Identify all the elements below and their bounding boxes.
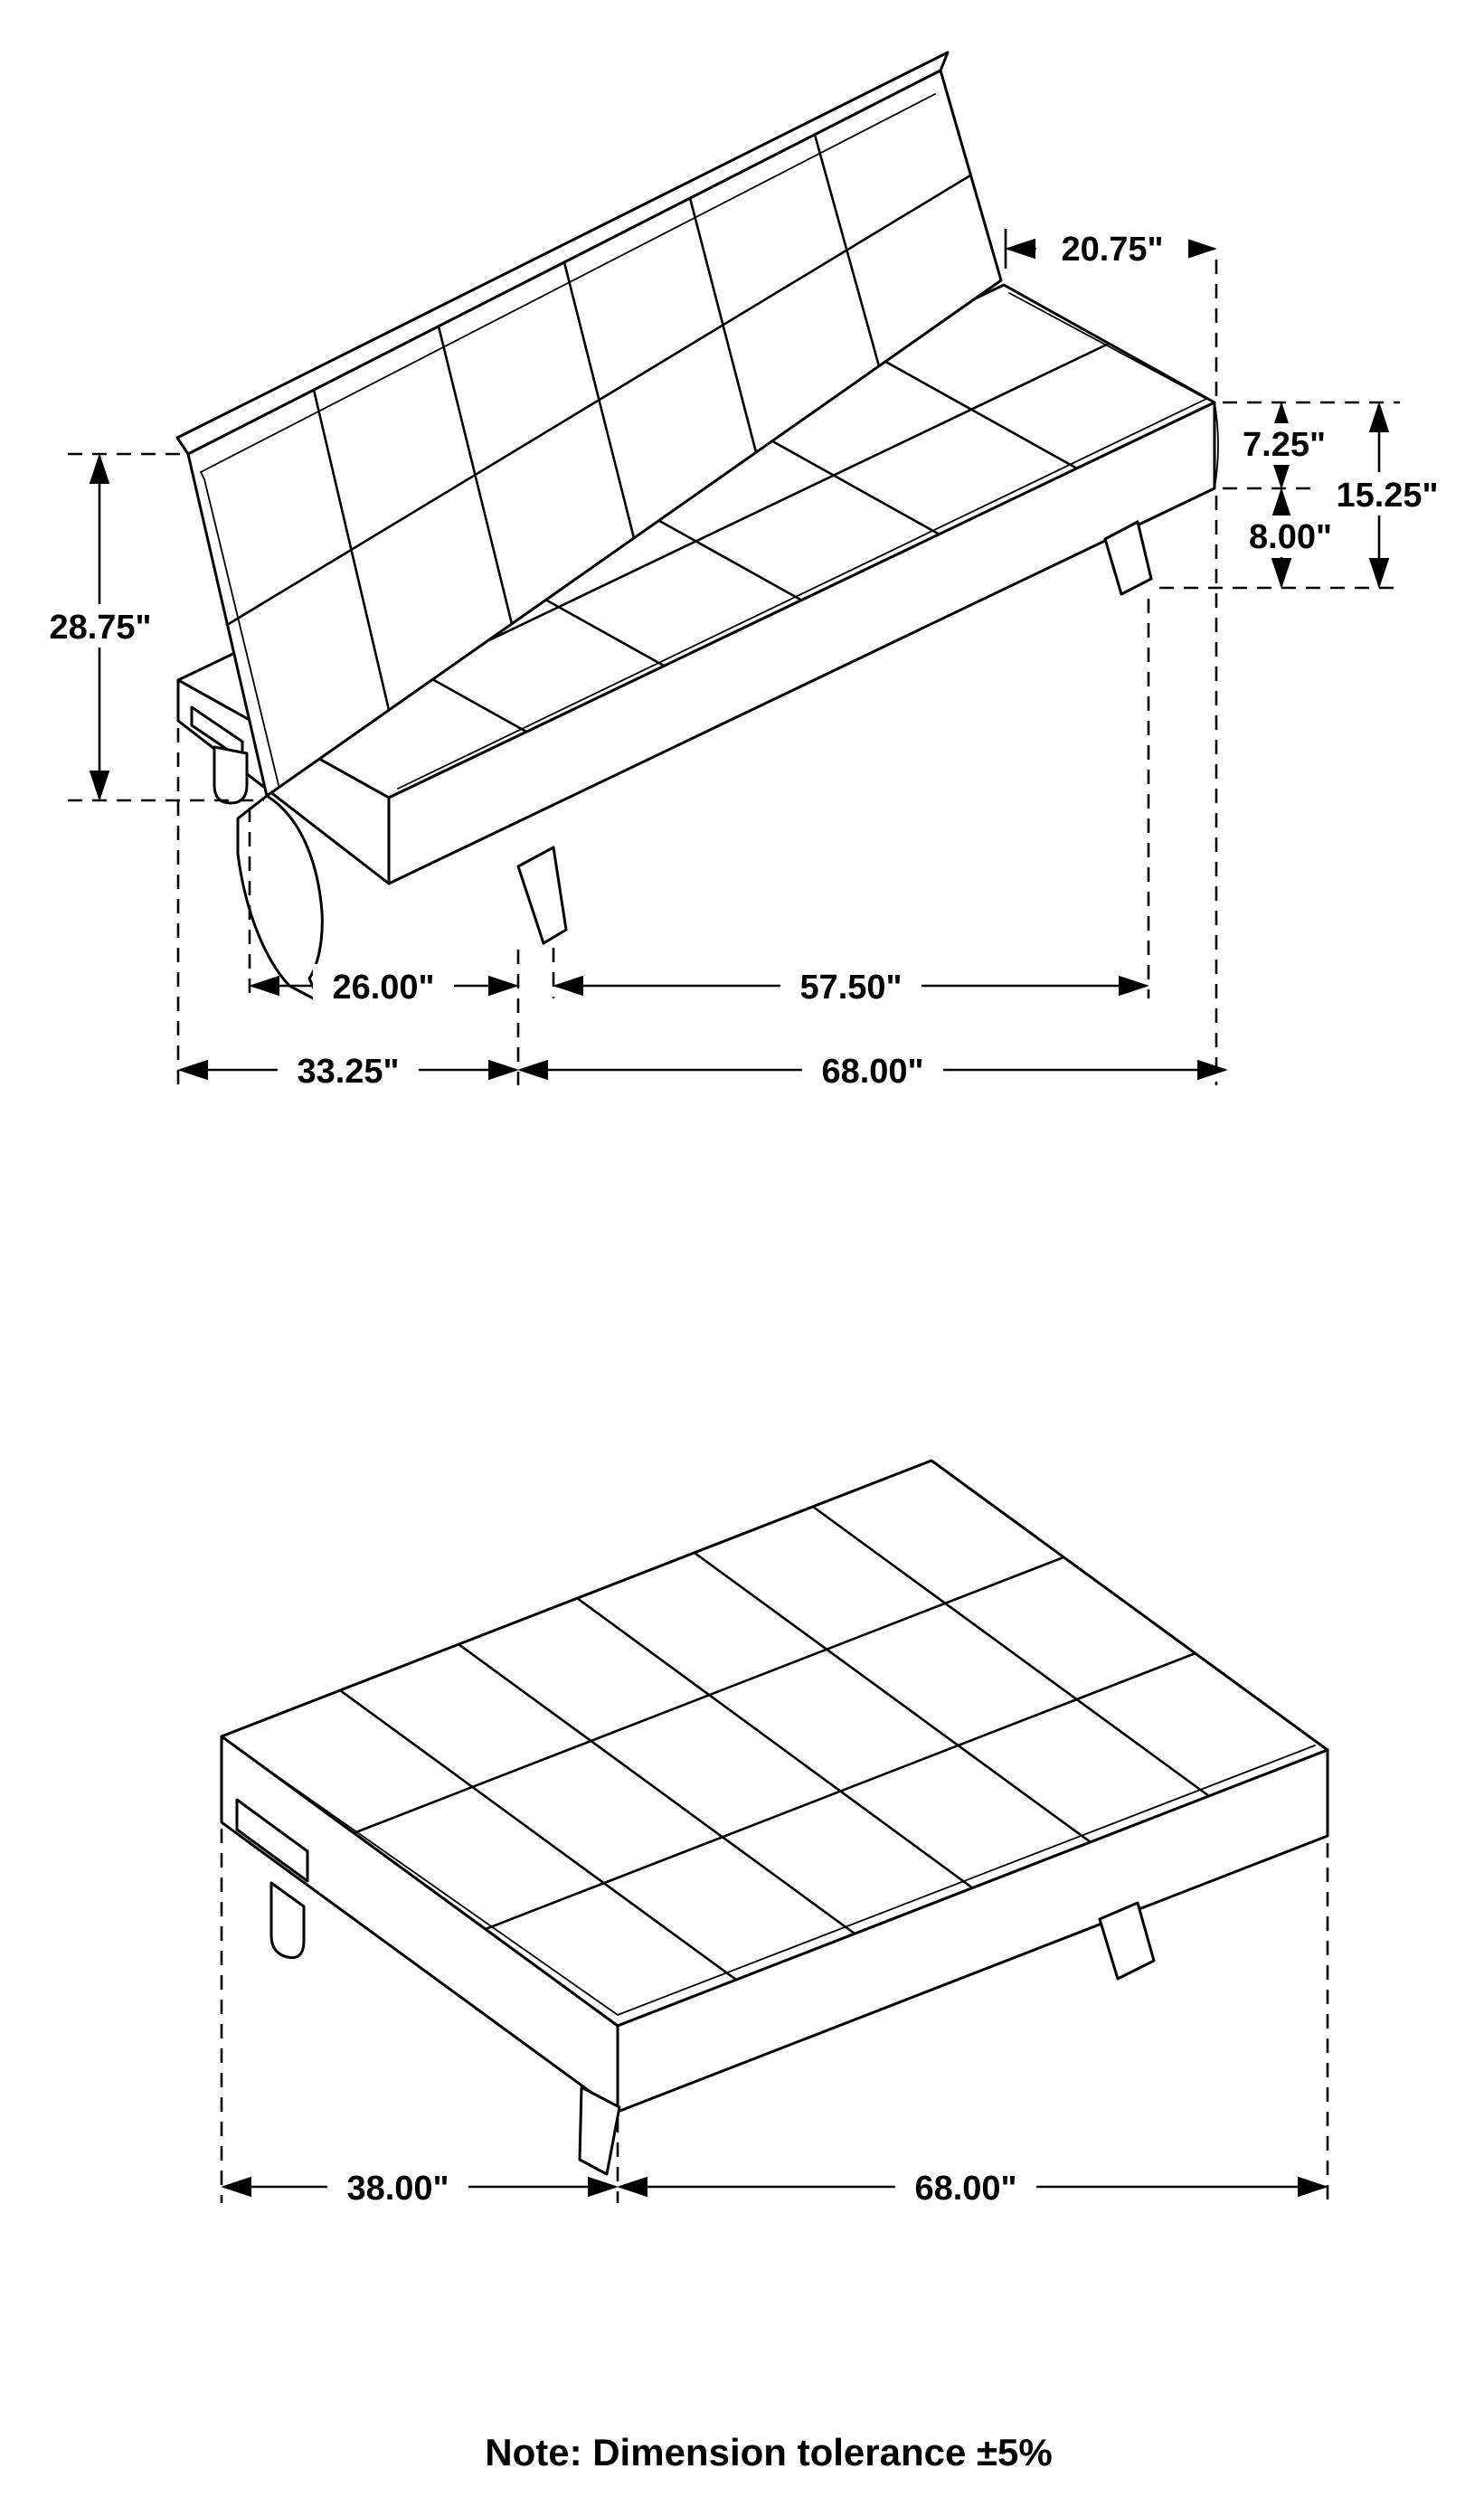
sofa-view-drawing (25, 52, 1460, 1092)
dim-bed-depth-label: 38.00" (346, 2170, 449, 2208)
dim-cushion-label: 7.25" (1243, 426, 1326, 464)
dim-front-span-inner-label: 26.00" (332, 969, 435, 1007)
tolerance-note: Note: Dimension tolerance ±5% (485, 2431, 1053, 2473)
fold-flap (238, 796, 322, 1002)
sofa-middle-leg (518, 847, 566, 943)
dim-left-section-label: 33.25" (297, 1053, 400, 1091)
dim-front-span-right-label: 57.50" (799, 969, 903, 1007)
dim-clearance-label: 8.00" (1249, 518, 1332, 556)
bed-right-leg (1100, 1903, 1154, 1979)
dim-bed-length-label: 68.00" (914, 2170, 1017, 2208)
dim-overall-height-label: 28.75" (49, 609, 152, 647)
bed-view-drawing (222, 1461, 1328, 2209)
sofa-left-leg (214, 747, 247, 803)
dim-overall-length-label: 68.00" (821, 1053, 924, 1091)
bed-left-leg (271, 1883, 304, 1958)
dim-seat-height-label: 15.25" (1336, 477, 1439, 515)
dim-back-depth-label: 20.75" (1061, 231, 1164, 269)
